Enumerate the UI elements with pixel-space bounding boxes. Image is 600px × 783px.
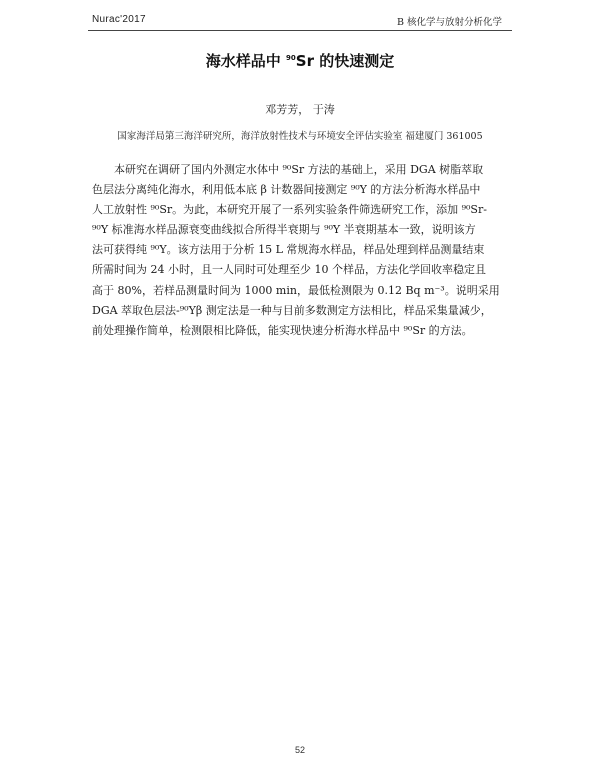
paper-title [0,50,600,71]
abstract-line: 前处理操作简单，检测限相比降低，能实现快速分析海水样品中 ⁹⁰Sr 的方法。 [92,323,473,337]
abstract-line: DGA 萃取色层法-⁹⁰Yβ 测定法是一种与目前多数测定方法相比，样品采集量减少， [92,303,492,317]
section-title: B 核化学与放射分析化学 [396,17,502,28]
abstract-line: 高于 80%，若样品测量时间为 1000 min，最低检测限为 0.12 Bq m⁻³。说明采用 [92,283,500,297]
abstract-line: 所需时间为 24 小时，且一人同时可处理至少 10 个样品，方法化学回收率稳定且 [92,263,486,277]
authors: 邓芳芳， 于涛 [265,103,335,116]
page-number: 52 [294,745,305,755]
title-suffix: Sr 的快速测定 [295,52,395,70]
abstract-line: 人工放射性 ⁹⁰Sr。为此，本研究开展了一系列实验条件筛选研究工作，添加 ⁹⁰Sr- [92,203,487,217]
header-divider [88,30,512,31]
abstract-line: 本研究在调研了国内外测定水体中 ⁹⁰Sr 方法的基础上，采用 DGA 树脂萃取 [114,163,484,176]
journal-issue: Nurac'2017 [92,14,146,25]
abstract-line: ⁹⁰Y 标准海水样品源衰变曲线拟合所得半衰期与 ⁹⁰Y 半衰期基本一致，说明该方 [92,223,476,237]
abstract-line: 色层法分离纯化海水，利用低本底 β 计数器间接测定 ⁹⁰Y 的方法分析海水样品中 [92,183,481,197]
abstract-line: 法可获得纯 ⁹⁰Y。该方法用于分析 15 L 常规海水样品，样品处理到样品测量结束 [92,243,485,257]
title-prefix: 海水样品中 [205,52,287,70]
abstract [92,160,510,341]
affiliation: 国家海洋局第三海洋研究所，海洋放射性技术与环境安全评估实验室 福建厦门 361005 [117,131,483,142]
title-isotope-mass: 90 [286,54,296,62]
